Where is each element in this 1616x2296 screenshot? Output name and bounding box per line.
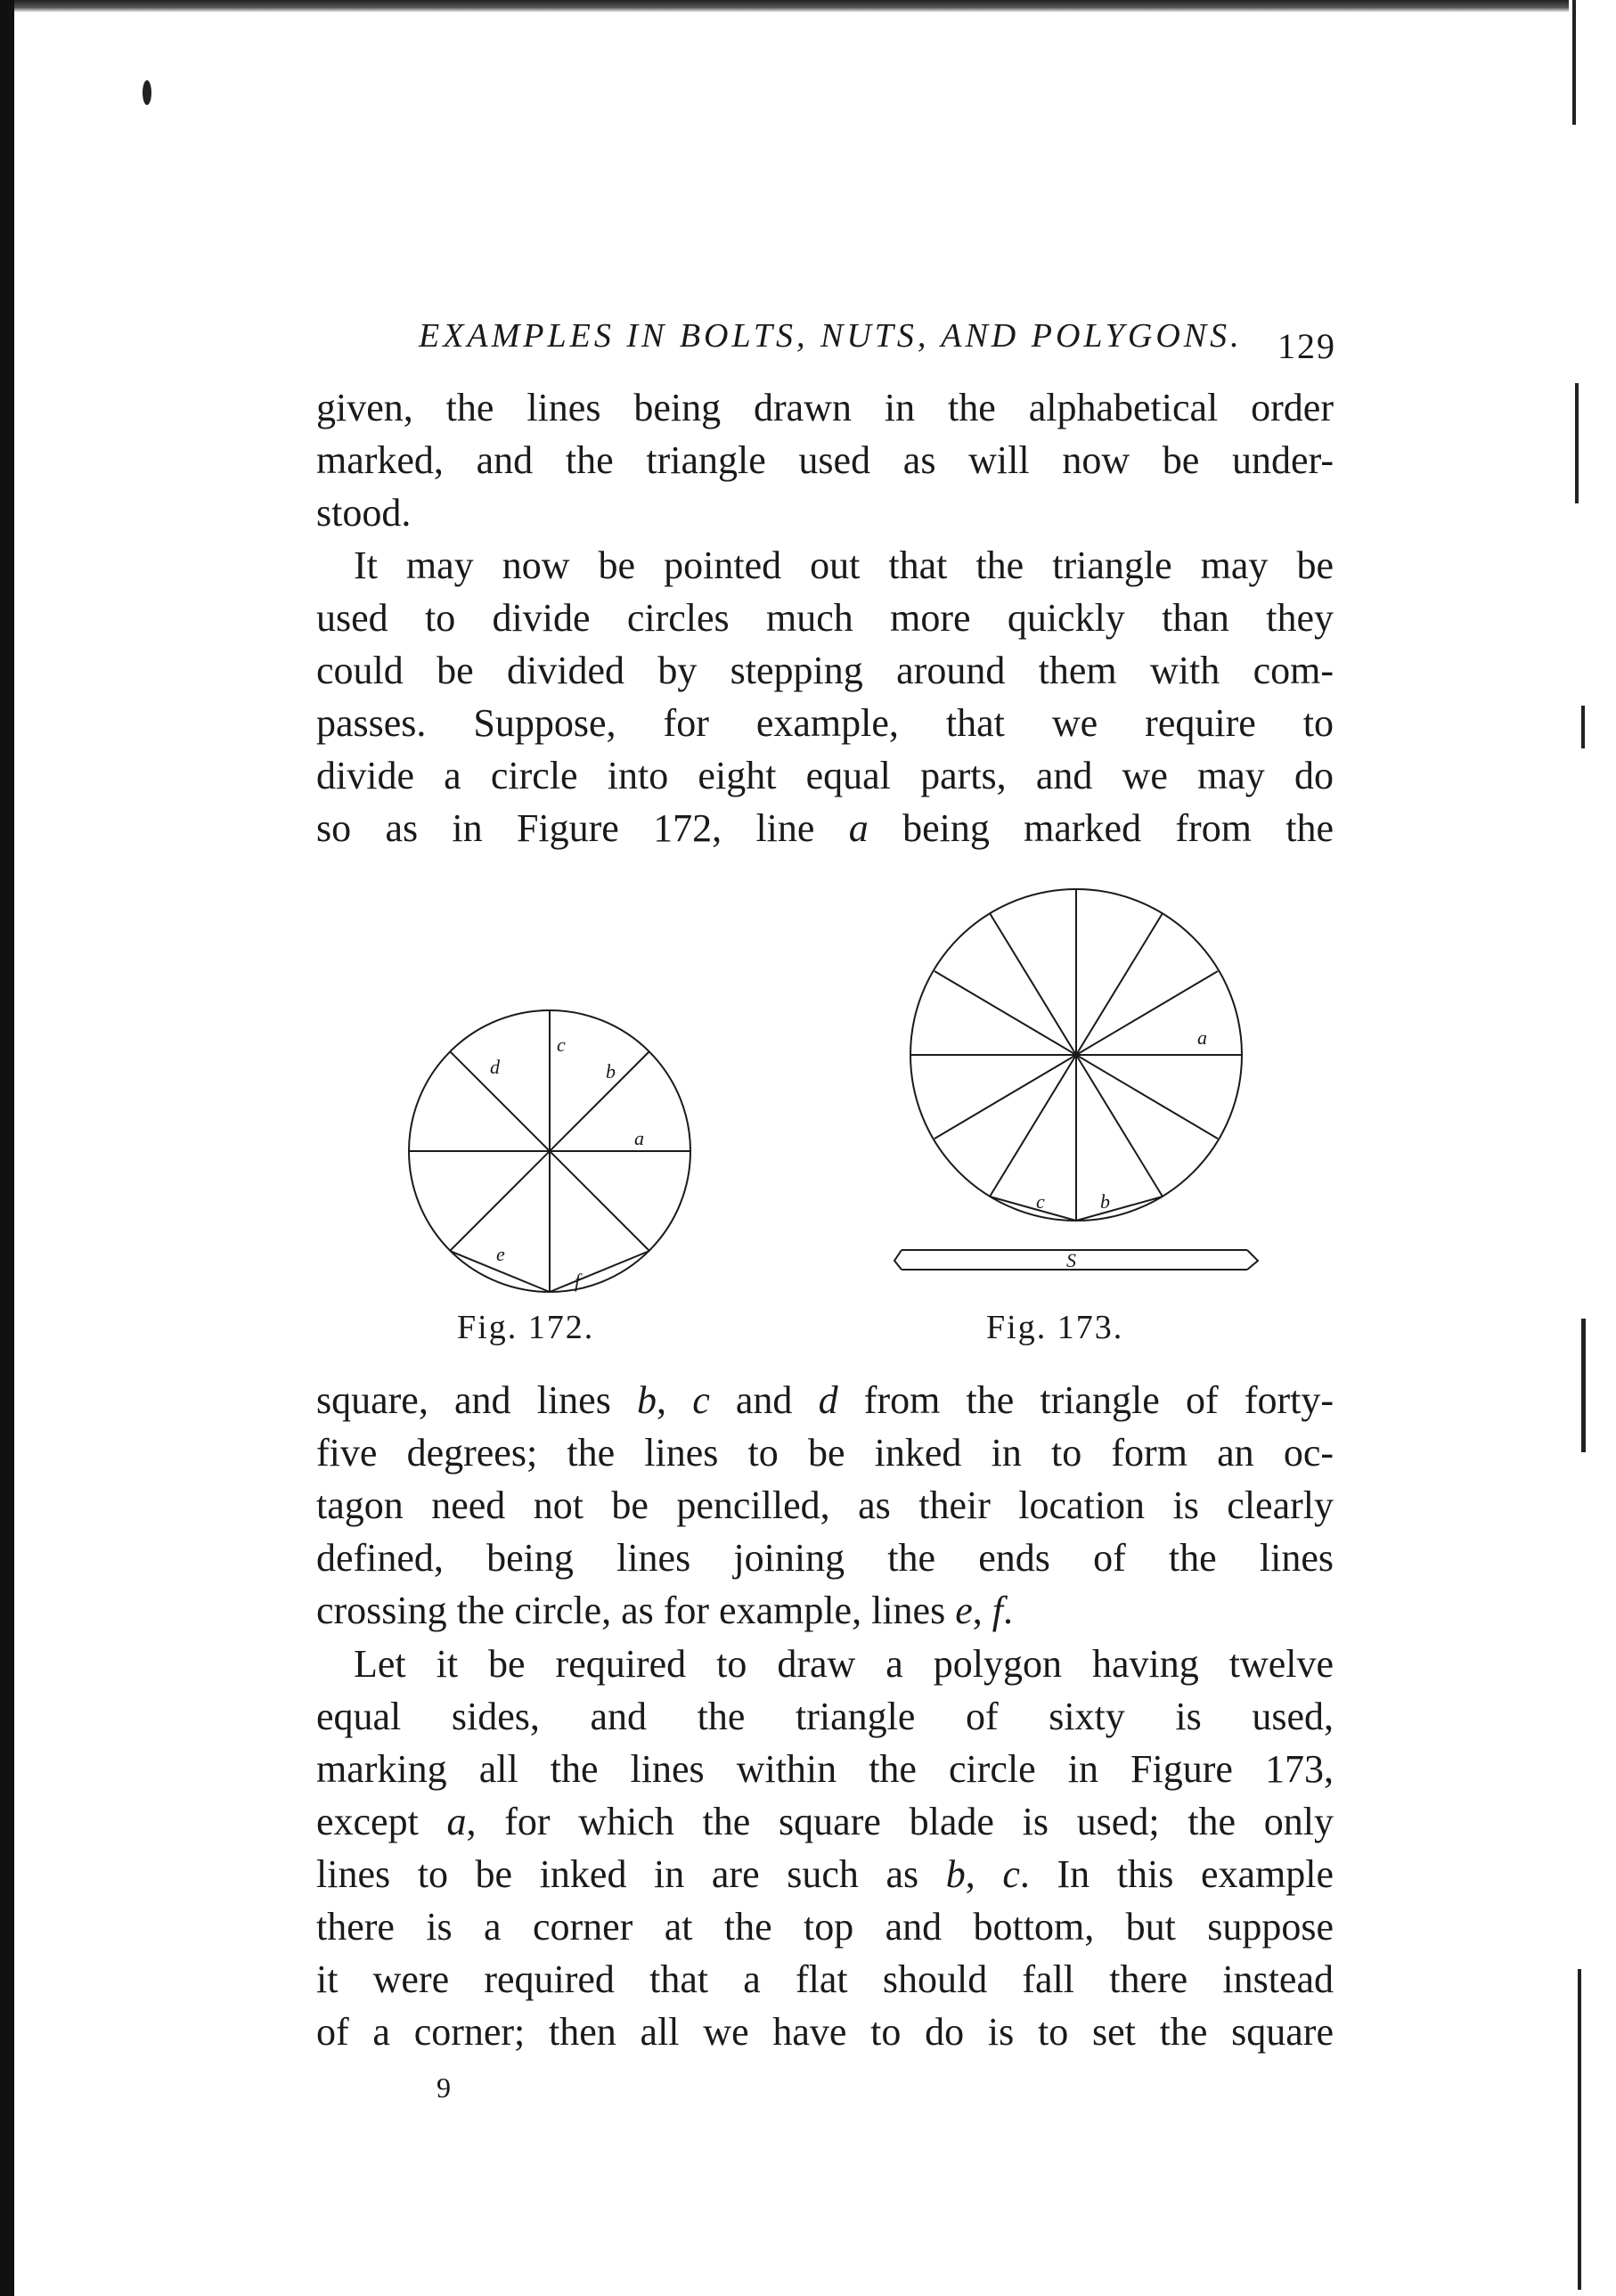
text-run: , <box>972 1589 992 1632</box>
text-run: . In this example <box>1019 1852 1334 1896</box>
text-run: lines to be inked in are such as <box>316 1852 946 1896</box>
figures-area <box>356 878 1354 1359</box>
italic-letter: c <box>692 1378 710 1422</box>
text-run: and <box>709 1378 819 1422</box>
figure-173-diagram <box>894 889 1258 1270</box>
text-run: , for which the square blade is used; the only <box>466 1800 1334 1843</box>
paragraph-triangle-division <box>316 539 1334 854</box>
text-line: stood. <box>316 491 412 535</box>
paragraph-twelve-sides <box>316 1638 1334 2058</box>
figure-172-diagram <box>409 1010 690 1292</box>
text-line: marking all the lines within the circle in Figure 173, <box>316 1747 1334 1791</box>
text-line <box>316 802 1334 854</box>
page-scan-edge-right <box>1572 0 1576 125</box>
text-run: being marked from the <box>868 806 1334 850</box>
paragraph-continuation <box>316 381 1334 539</box>
signature-mark: 9 <box>437 2071 451 2104</box>
fig172-label-c: c <box>557 1034 566 1056</box>
text-run: from the triangle of forty- <box>837 1378 1334 1422</box>
text-line: It may now be pointed out that the triangle may be <box>354 543 1334 587</box>
text-line: of a corner; then all we have to do is to set the square <box>316 2010 1334 2054</box>
text-run: . <box>1002 1589 1013 1632</box>
text-line: equal sides, and the triangle of sixty is used, <box>316 1695 1334 1738</box>
italic-letter: b <box>945 1852 966 1896</box>
ink-speck <box>143 80 151 105</box>
italic-letter: a <box>848 806 869 850</box>
italic-letter: d <box>818 1378 838 1422</box>
fig173-caption: Fig. 173. <box>986 1309 1124 1346</box>
text-line <box>316 1848 1334 1900</box>
text-line <box>316 1374 1334 1426</box>
fig172-caption: Fig. 172. <box>457 1309 595 1346</box>
paragraph-octagon <box>316 1374 1334 1637</box>
text-line: five degrees; the lines to be inked in to form an oc- <box>316 1431 1334 1475</box>
ink-speck <box>1578 1969 1581 2290</box>
page-scan-edge-left <box>0 0 14 2296</box>
italic-letter: e <box>955 1589 973 1632</box>
text-run: so as in Figure 172, line <box>316 806 849 850</box>
text-run: , <box>657 1378 693 1422</box>
text-line: marked, and the triangle used as will now be under- <box>316 438 1334 482</box>
text-line: used to divide circles much more quickly than they <box>316 596 1334 640</box>
text-line <box>316 1795 1334 1848</box>
fig173-square-blade <box>894 1250 1258 1270</box>
ink-speck <box>1581 706 1585 748</box>
fig172-label-a: a <box>634 1127 644 1149</box>
ink-speck <box>1581 1319 1586 1452</box>
fig172-label-b: b <box>606 1060 616 1083</box>
fig172-line-f <box>550 1251 649 1292</box>
italic-letter: b <box>637 1378 657 1422</box>
text-line: given, the lines being drawn in the alphabetical order <box>316 386 1334 429</box>
fig172-label-e: e <box>496 1243 505 1265</box>
text-line: tagon need not be pencilled, as their location is clearly <box>316 1483 1334 1527</box>
text-line <box>316 1584 1334 1637</box>
fig173-line-b <box>1076 1197 1163 1221</box>
italic-letter: c <box>1002 1852 1020 1896</box>
text-line: could be divided by stepping around them with com- <box>316 649 1334 692</box>
page-number: 129 <box>1277 326 1336 366</box>
ink-speck <box>1575 383 1579 503</box>
italic-letter: f <box>992 1589 1003 1632</box>
text-line: divide a circle into eight equal parts, and we may do <box>316 754 1334 797</box>
text-run: square, and lines <box>316 1378 637 1422</box>
fig173-label-a: a <box>1197 1026 1207 1049</box>
running-head <box>419 316 1336 370</box>
fig172-label-d: d <box>490 1056 500 1078</box>
running-title: EXAMPLES IN BOLTS, NUTS, AND POLYGONS. <box>419 317 1243 355</box>
fig172-label-f: f <box>575 1270 581 1292</box>
text-run: , <box>965 1852 1003 1896</box>
text-line: passes. Suppose, for example, that we require to <box>316 701 1334 745</box>
text-run: crossing the circle, as for example, lines <box>316 1589 956 1632</box>
text-line: it were required that a flat should fall there instead <box>316 1957 1334 2001</box>
text-line: there is a corner at the top and bottom, but suppose <box>316 1905 1334 1949</box>
italic-letter: a <box>446 1800 467 1843</box>
text-line: Let it be required to draw a polygon having twelve <box>354 1642 1334 1686</box>
text-line: defined, being lines joining the ends of the lines <box>316 1536 1334 1580</box>
fig173-line-c <box>990 1197 1076 1221</box>
figures-drawing <box>356 878 1354 1359</box>
fig173-label-s: S <box>1066 1249 1076 1271</box>
fig173-label-c: c <box>1036 1190 1045 1213</box>
fig173-label-b: b <box>1100 1190 1110 1213</box>
page-scan-edge-top <box>14 0 1569 12</box>
text-run: except <box>316 1800 447 1843</box>
